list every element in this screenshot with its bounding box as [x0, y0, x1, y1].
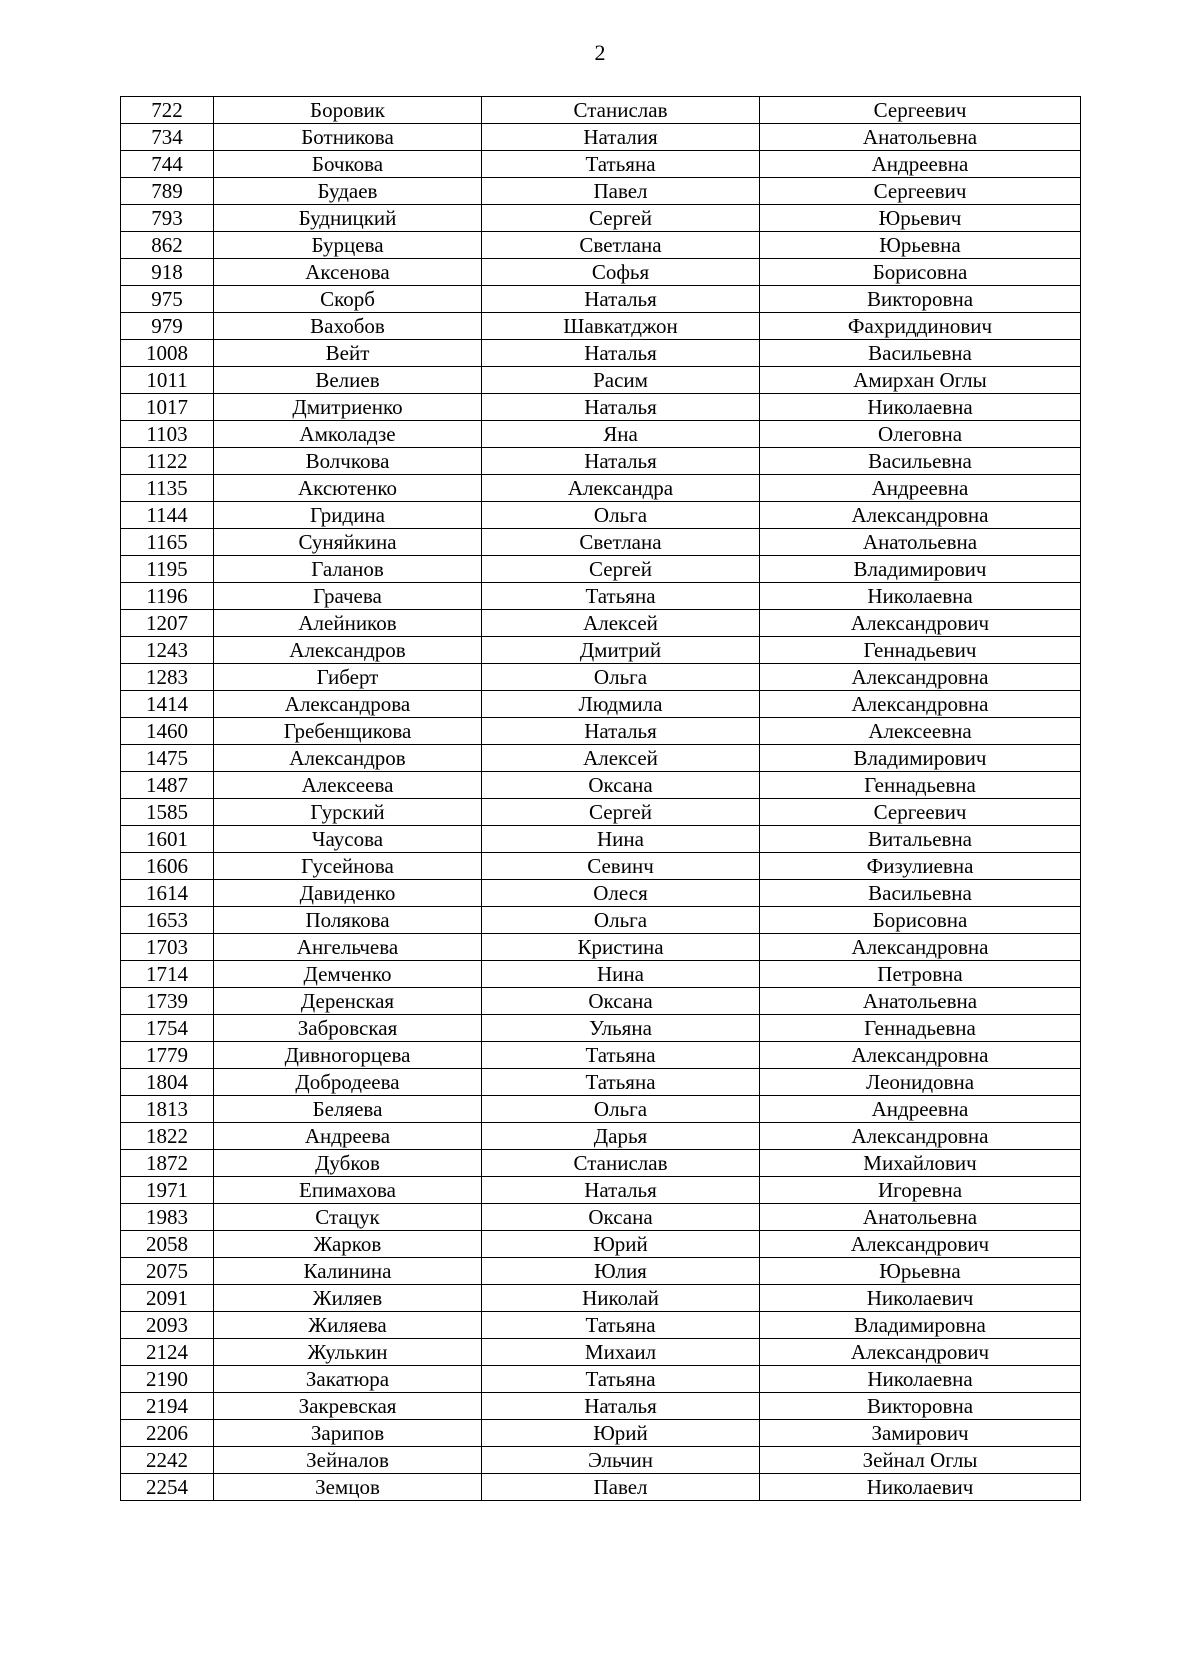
patronymic-cell: Васильевна [760, 880, 1081, 907]
first-name-cell: Павел [482, 1474, 760, 1501]
row-number-cell: 1606 [121, 853, 214, 880]
last-name-cell: Полякова [214, 907, 482, 934]
patronymic-cell: Замирович [760, 1420, 1081, 1447]
patronymic-cell: Николаевна [760, 583, 1081, 610]
patronymic-cell: Владимирович [760, 556, 1081, 583]
last-name-cell: Будаев [214, 178, 482, 205]
row-number-cell: 789 [121, 178, 214, 205]
patronymic-cell: Андреевна [760, 1096, 1081, 1123]
table-row [121, 1393, 1081, 1420]
row-number-cell: 975 [121, 286, 214, 313]
last-name-cell: Зарипов [214, 1420, 482, 1447]
table-row [121, 448, 1081, 475]
patronymic-cell: Васильевна [760, 340, 1081, 367]
last-name-cell: Волчкова [214, 448, 482, 475]
patronymic-cell: Николаевич [760, 1474, 1081, 1501]
first-name-cell: Александра [482, 475, 760, 502]
row-number-cell: 1714 [121, 961, 214, 988]
last-name-cell: Скорб [214, 286, 482, 313]
last-name-cell: Вахобов [214, 313, 482, 340]
row-number-cell: 722 [121, 97, 214, 124]
patronymic-cell: Витальевна [760, 826, 1081, 853]
last-name-cell: Дмитриенко [214, 394, 482, 421]
row-number-cell: 1017 [121, 394, 214, 421]
patronymic-cell: Александровна [760, 1123, 1081, 1150]
last-name-cell: Гиберт [214, 664, 482, 691]
row-number-cell: 2254 [121, 1474, 214, 1501]
row-number-cell: 2124 [121, 1339, 214, 1366]
patronymic-cell: Николаевна [760, 1366, 1081, 1393]
row-number-cell: 1475 [121, 745, 214, 772]
first-name-cell: Ульяна [482, 1015, 760, 1042]
table-row [121, 826, 1081, 853]
table-row [121, 259, 1081, 286]
patronymic-cell: Сергеевич [760, 799, 1081, 826]
table-row [121, 313, 1081, 340]
last-name-cell: Закревская [214, 1393, 482, 1420]
first-name-cell: Дмитрий [482, 637, 760, 664]
last-name-cell: Александров [214, 637, 482, 664]
row-number-cell: 793 [121, 205, 214, 232]
first-name-cell: Наталья [482, 394, 760, 421]
table-row [121, 664, 1081, 691]
row-number-cell: 1822 [121, 1123, 214, 1150]
roster-table [120, 96, 1081, 1501]
table-row [121, 718, 1081, 745]
first-name-cell: Наталья [482, 1177, 760, 1204]
table-row [121, 1231, 1081, 1258]
row-number-cell: 2075 [121, 1258, 214, 1285]
table-row [121, 745, 1081, 772]
last-name-cell: Велиев [214, 367, 482, 394]
first-name-cell: Светлана [482, 232, 760, 259]
row-number-cell: 1703 [121, 934, 214, 961]
table-row [121, 97, 1081, 124]
patronymic-cell: Фахриддинович [760, 313, 1081, 340]
row-number-cell: 2091 [121, 1285, 214, 1312]
patronymic-cell: Васильевна [760, 448, 1081, 475]
last-name-cell: Ангельчева [214, 934, 482, 961]
first-name-cell: Татьяна [482, 151, 760, 178]
first-name-cell: Людмила [482, 691, 760, 718]
first-name-cell: Кристина [482, 934, 760, 961]
last-name-cell: Вейт [214, 340, 482, 367]
first-name-cell: Яна [482, 421, 760, 448]
patronymic-cell: Александровна [760, 502, 1081, 529]
last-name-cell: Боровик [214, 97, 482, 124]
table-row [121, 1420, 1081, 1447]
last-name-cell: Суняйкина [214, 529, 482, 556]
row-number-cell: 1283 [121, 664, 214, 691]
last-name-cell: Дубков [214, 1150, 482, 1177]
patronymic-cell: Николаевич [760, 1285, 1081, 1312]
first-name-cell: Наталья [482, 286, 760, 313]
last-name-cell: Гребенщикова [214, 718, 482, 745]
last-name-cell: Земцов [214, 1474, 482, 1501]
last-name-cell: Жулькин [214, 1339, 482, 1366]
first-name-cell: Татьяна [482, 1366, 760, 1393]
table-row [121, 988, 1081, 1015]
row-number-cell: 1122 [121, 448, 214, 475]
row-number-cell: 2058 [121, 1231, 214, 1258]
table-row [121, 286, 1081, 313]
row-number-cell: 1585 [121, 799, 214, 826]
table-row [121, 367, 1081, 394]
patronymic-cell: Александровна [760, 1042, 1081, 1069]
last-name-cell: Добродеева [214, 1069, 482, 1096]
patronymic-cell: Михайлович [760, 1150, 1081, 1177]
patronymic-cell: Геннадьевна [760, 1015, 1081, 1042]
first-name-cell: Светлана [482, 529, 760, 556]
last-name-cell: Дивногорцева [214, 1042, 482, 1069]
patronymic-cell: Петровна [760, 961, 1081, 988]
page-number: 2 [594, 40, 606, 65]
table-row [121, 529, 1081, 556]
first-name-cell: Дарья [482, 1123, 760, 1150]
patronymic-cell: Алексеевна [760, 718, 1081, 745]
patronymic-cell: Анатольевна [760, 988, 1081, 1015]
table-row [121, 151, 1081, 178]
table-row [121, 1042, 1081, 1069]
patronymic-cell: Андреевна [760, 151, 1081, 178]
table-row [121, 1447, 1081, 1474]
row-number-cell: 2206 [121, 1420, 214, 1447]
table-row [121, 1204, 1081, 1231]
row-number-cell: 734 [121, 124, 214, 151]
patronymic-cell: Сергеевич [760, 97, 1081, 124]
patronymic-cell: Анатольевна [760, 124, 1081, 151]
row-number-cell: 2242 [121, 1447, 214, 1474]
table-row [121, 124, 1081, 151]
patronymic-cell: Николаевна [760, 394, 1081, 421]
patronymic-cell: Геннадьевна [760, 772, 1081, 799]
patronymic-cell: Юрьевна [760, 232, 1081, 259]
row-number-cell: 1754 [121, 1015, 214, 1042]
patronymic-cell: Викторовна [760, 286, 1081, 313]
last-name-cell: Епимахова [214, 1177, 482, 1204]
last-name-cell: Зейналов [214, 1447, 482, 1474]
row-number-cell: 744 [121, 151, 214, 178]
last-name-cell: Бурцева [214, 232, 482, 259]
first-name-cell: Станислав [482, 97, 760, 124]
row-number-cell: 1414 [121, 691, 214, 718]
table-row [121, 1015, 1081, 1042]
patronymic-cell: Леонидовна [760, 1069, 1081, 1096]
row-number-cell: 1207 [121, 610, 214, 637]
table-row [121, 583, 1081, 610]
first-name-cell: Расим [482, 367, 760, 394]
first-name-cell: Ольга [482, 1096, 760, 1123]
row-number-cell: 1872 [121, 1150, 214, 1177]
table-row [121, 853, 1081, 880]
first-name-cell: Олеся [482, 880, 760, 907]
first-name-cell: Эльчин [482, 1447, 760, 1474]
first-name-cell: Оксана [482, 1204, 760, 1231]
first-name-cell: Наталья [482, 448, 760, 475]
last-name-cell: Галанов [214, 556, 482, 583]
first-name-cell: Наталья [482, 718, 760, 745]
table-row [121, 880, 1081, 907]
patronymic-cell: Александровна [760, 934, 1081, 961]
first-name-cell: Сергей [482, 799, 760, 826]
row-number-cell: 1011 [121, 367, 214, 394]
last-name-cell: Андреева [214, 1123, 482, 1150]
row-number-cell: 1165 [121, 529, 214, 556]
patronymic-cell: Борисовна [760, 259, 1081, 286]
last-name-cell: Аксенова [214, 259, 482, 286]
table-row [121, 340, 1081, 367]
last-name-cell: Алейников [214, 610, 482, 637]
row-number-cell: 1983 [121, 1204, 214, 1231]
first-name-cell: Нина [482, 961, 760, 988]
first-name-cell: Николай [482, 1285, 760, 1312]
first-name-cell: Шавкатджон [482, 313, 760, 340]
row-number-cell: 1487 [121, 772, 214, 799]
first-name-cell: Татьяна [482, 1069, 760, 1096]
row-number-cell: 1813 [121, 1096, 214, 1123]
patronymic-cell: Юрьевич [760, 205, 1081, 232]
row-number-cell: 1779 [121, 1042, 214, 1069]
table-row [121, 1285, 1081, 1312]
patronymic-cell: Борисовна [760, 907, 1081, 934]
table-row [121, 178, 1081, 205]
first-name-cell: Ольга [482, 664, 760, 691]
first-name-cell: Юрий [482, 1231, 760, 1258]
first-name-cell: Сергей [482, 556, 760, 583]
patronymic-cell: Олеговна [760, 421, 1081, 448]
row-number-cell: 1135 [121, 475, 214, 502]
row-number-cell: 979 [121, 313, 214, 340]
last-name-cell: Александров [214, 745, 482, 772]
first-name-cell: Станислав [482, 1150, 760, 1177]
table-row [121, 1474, 1081, 1501]
table-row [121, 1177, 1081, 1204]
table-row [121, 961, 1081, 988]
last-name-cell: Давиденко [214, 880, 482, 907]
first-name-cell: Ольга [482, 502, 760, 529]
first-name-cell: Софья [482, 259, 760, 286]
table-row [121, 934, 1081, 961]
table-row [121, 907, 1081, 934]
patronymic-cell: Игоревна [760, 1177, 1081, 1204]
first-name-cell: Ольга [482, 907, 760, 934]
first-name-cell: Оксана [482, 988, 760, 1015]
first-name-cell: Наталья [482, 340, 760, 367]
row-number-cell: 1614 [121, 880, 214, 907]
table-row [121, 637, 1081, 664]
row-number-cell: 918 [121, 259, 214, 286]
patronymic-cell: Зейнал Оглы [760, 1447, 1081, 1474]
last-name-cell: Чаусова [214, 826, 482, 853]
last-name-cell: Гусейнова [214, 853, 482, 880]
patronymic-cell: Анатольевна [760, 529, 1081, 556]
patronymic-cell: Сергеевич [760, 178, 1081, 205]
first-name-cell: Юрий [482, 1420, 760, 1447]
table-row [121, 1096, 1081, 1123]
first-name-cell: Наталия [482, 124, 760, 151]
row-number-cell: 1196 [121, 583, 214, 610]
last-name-cell: Забровская [214, 1015, 482, 1042]
table-row [121, 1312, 1081, 1339]
first-name-cell: Нина [482, 826, 760, 853]
table-row [121, 502, 1081, 529]
last-name-cell: Жарков [214, 1231, 482, 1258]
last-name-cell: Ботникова [214, 124, 482, 151]
last-name-cell: Демченко [214, 961, 482, 988]
last-name-cell: Деренская [214, 988, 482, 1015]
patronymic-cell: Юрьевна [760, 1258, 1081, 1285]
last-name-cell: Жиляева [214, 1312, 482, 1339]
table-row [121, 1069, 1081, 1096]
patronymic-cell: Викторовна [760, 1393, 1081, 1420]
table-row [121, 772, 1081, 799]
row-number-cell: 1804 [121, 1069, 214, 1096]
first-name-cell: Севинч [482, 853, 760, 880]
last-name-cell: Закатюра [214, 1366, 482, 1393]
table-row [121, 556, 1081, 583]
last-name-cell: Стацук [214, 1204, 482, 1231]
first-name-cell: Павел [482, 178, 760, 205]
last-name-cell: Калинина [214, 1258, 482, 1285]
patronymic-cell: Александровна [760, 664, 1081, 691]
table-row [121, 799, 1081, 826]
row-number-cell: 1008 [121, 340, 214, 367]
table-row [121, 475, 1081, 502]
last-name-cell: Александрова [214, 691, 482, 718]
first-name-cell: Татьяна [482, 1042, 760, 1069]
last-name-cell: Жиляев [214, 1285, 482, 1312]
patronymic-cell: Александровна [760, 691, 1081, 718]
table-row [121, 691, 1081, 718]
row-number-cell: 1195 [121, 556, 214, 583]
table-row [121, 232, 1081, 259]
table-row [121, 1339, 1081, 1366]
last-name-cell: Амколадзе [214, 421, 482, 448]
table-row [121, 610, 1081, 637]
first-name-cell: Татьяна [482, 1312, 760, 1339]
row-number-cell: 1739 [121, 988, 214, 1015]
last-name-cell: Бочкова [214, 151, 482, 178]
row-number-cell: 1601 [121, 826, 214, 853]
table-row [121, 1366, 1081, 1393]
first-name-cell: Михаил [482, 1339, 760, 1366]
patronymic-cell: Александрович [760, 1339, 1081, 1366]
roster-table-body [121, 97, 1081, 1501]
patronymic-cell: Александрович [760, 610, 1081, 637]
patronymic-cell: Физулиевна [760, 853, 1081, 880]
last-name-cell: Грачева [214, 583, 482, 610]
table-row [121, 205, 1081, 232]
patronymic-cell: Андреевна [760, 475, 1081, 502]
row-number-cell: 1243 [121, 637, 214, 664]
patronymic-cell: Анатольевна [760, 1204, 1081, 1231]
row-number-cell: 2190 [121, 1366, 214, 1393]
last-name-cell: Аксютенко [214, 475, 482, 502]
first-name-cell: Алексей [482, 745, 760, 772]
patronymic-cell: Владимировна [760, 1312, 1081, 1339]
row-number-cell: 1971 [121, 1177, 214, 1204]
patronymic-cell: Владимирович [760, 745, 1081, 772]
last-name-cell: Будницкий [214, 205, 482, 232]
first-name-cell: Татьяна [482, 583, 760, 610]
table-row [121, 1258, 1081, 1285]
last-name-cell: Беляева [214, 1096, 482, 1123]
patronymic-cell: Геннадьевич [760, 637, 1081, 664]
row-number-cell: 1103 [121, 421, 214, 448]
first-name-cell: Наталья [482, 1393, 760, 1420]
table-row [121, 1123, 1081, 1150]
table-row [121, 421, 1081, 448]
patronymic-cell: Амирхан Оглы [760, 367, 1081, 394]
first-name-cell: Юлия [482, 1258, 760, 1285]
last-name-cell: Алексеева [214, 772, 482, 799]
first-name-cell: Оксана [482, 772, 760, 799]
table-row [121, 394, 1081, 421]
first-name-cell: Алексей [482, 610, 760, 637]
patronymic-cell: Александрович [760, 1231, 1081, 1258]
first-name-cell: Сергей [482, 205, 760, 232]
row-number-cell: 2194 [121, 1393, 214, 1420]
table-row [121, 1150, 1081, 1177]
row-number-cell: 1144 [121, 502, 214, 529]
last-name-cell: Гридина [214, 502, 482, 529]
row-number-cell: 1653 [121, 907, 214, 934]
last-name-cell: Гурский [214, 799, 482, 826]
row-number-cell: 1460 [121, 718, 214, 745]
row-number-cell: 862 [121, 232, 214, 259]
row-number-cell: 2093 [121, 1312, 214, 1339]
